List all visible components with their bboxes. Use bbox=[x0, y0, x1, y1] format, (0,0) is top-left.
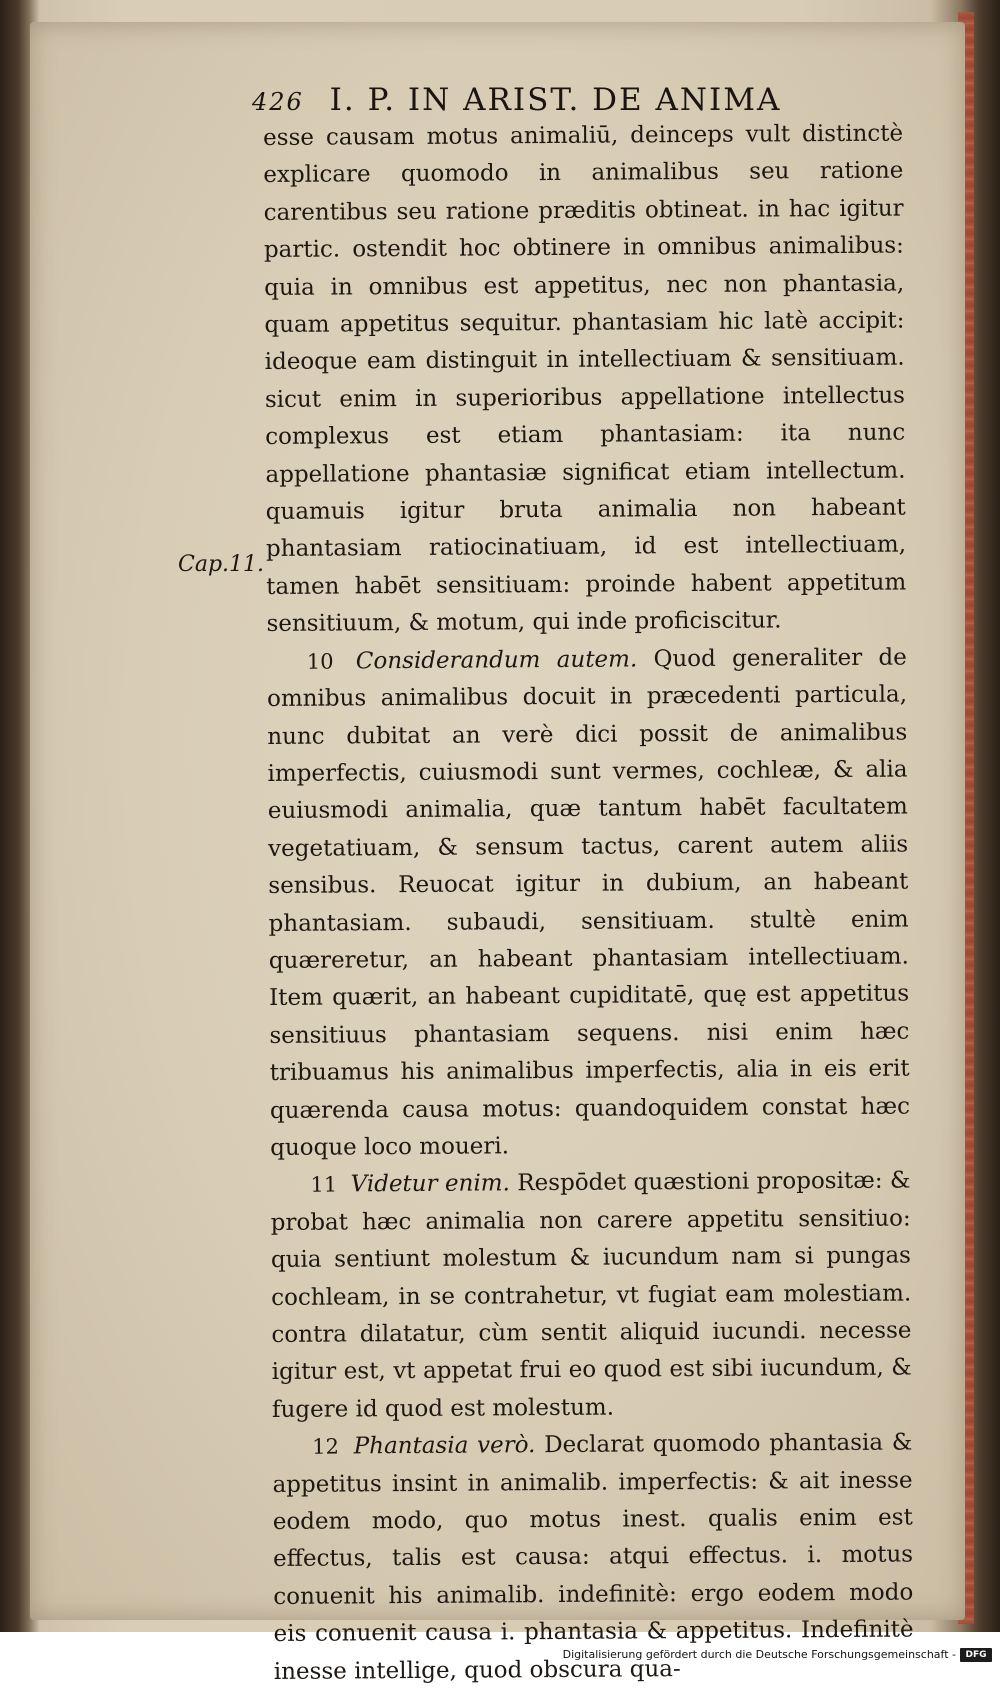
paragraph-number: 12 bbox=[312, 1434, 340, 1459]
paragraph-text: Declarat quomodo phantasia & appetitus insint in animalib. imperfectis: & ait inesse eodem modo, quo motus inest. qualis enim est effectus, talis est causa: atqui effectus. i. motus conuenit his animalib. indefinitè: ergo eodem modo eis conuenit causa i. phantasia & appetitus. Indefinitè inesse intellige, quod obscura qua- bbox=[272, 1429, 914, 1685]
paragraph-lemma: Phantasia verò. bbox=[353, 1432, 536, 1460]
paragraph-11 bbox=[270, 1163, 912, 1429]
body-text bbox=[263, 116, 914, 1691]
paragraph-text: Respōdet quæstioni propositæ: & probat hæc animalia non carere appetitu sensitiuo: quia sentiunt molestum & iucundum nam si pungas cochleam, in se contrahetur, vt fugiat eam molestiam. contra dilatatur, cùm sentit aliquid iucundi. necesse igitur est, vt appetat frui eo quod est sibi iucundum, & fugere id quod est molestum. bbox=[270, 1167, 912, 1423]
paragraph-text: esse causam motus animaliū, deinceps vult distinctè explicare quomodo in animalibus seu ratione carentibus seu ratione præditis obtineat. in hac igitur partic. ostendit hoc obtinere in omnibus animalibus: quia in omnibus est appetitus, nec non phantasia, quam appetitus sequitur. phantasiam hic latè accipit: ideoque eam distinguit in intellectiuam & sensitiuam. sicut enim in superioribus appellatione intellectus complexus est etiam phantasiam: ita nunc appellatione phantasiæ significat etiam intellectum. quamuis igitur bruta animalia non habeant phantasiam ratiocinatiuam, id est intellectiuam, tamen habēt sensitiuam: proinde habent appetitum sensitiuum, & motum, qui inde proficiscitur. bbox=[263, 120, 907, 638]
footer-bar bbox=[0, 1645, 1000, 1667]
running-title: I. P. IN ARIST. DE ANIMA bbox=[329, 82, 782, 118]
paragraph-text: Quod generaliter de omnibus animalibus docuit in præcedenti particula, nunc dubitat an verè dici possit de animalibus imperfectis, cuiusmodi sunt vermes, cochleæ, & alia euiusmodi animalia, quæ tantum habēt facultatem vegetatiuam, & sensum tactus, carent autem aliis sensibus. Reuocat igitur in dubium, an habeant phantasiam. subaudi, sensitiuam. stultè enim quæreretur, an habeant phantasiam intellectiuam. Item quærit, an habeant cupiditatē, quę est appetitus sensitiuus phantasiam sequens. nisi enim hæc tribuamus his animalibus imperfectis, alia in eis erit quærenda causa motus: quandoquidem constat hæc quoque loco moueri. bbox=[266, 644, 910, 1161]
paragraph-number: 10 bbox=[306, 649, 334, 674]
paragraph-continuation bbox=[263, 116, 907, 644]
funding-credit: Digitalisierung gefördert durch die Deutsche Forschungsgemeinschaft - bbox=[562, 1648, 956, 1661]
margin-note-chapter: Cap.11. bbox=[178, 552, 265, 577]
dfg-logo: DFG bbox=[960, 1648, 992, 1662]
page-number: 426 bbox=[252, 88, 304, 116]
paragraph-lemma: Considerandum autem. bbox=[355, 646, 638, 675]
paragraph-lemma: Videtur enim. bbox=[350, 1170, 510, 1198]
paragraph-10 bbox=[267, 639, 911, 1167]
paragraph-number: 11 bbox=[310, 1172, 338, 1198]
